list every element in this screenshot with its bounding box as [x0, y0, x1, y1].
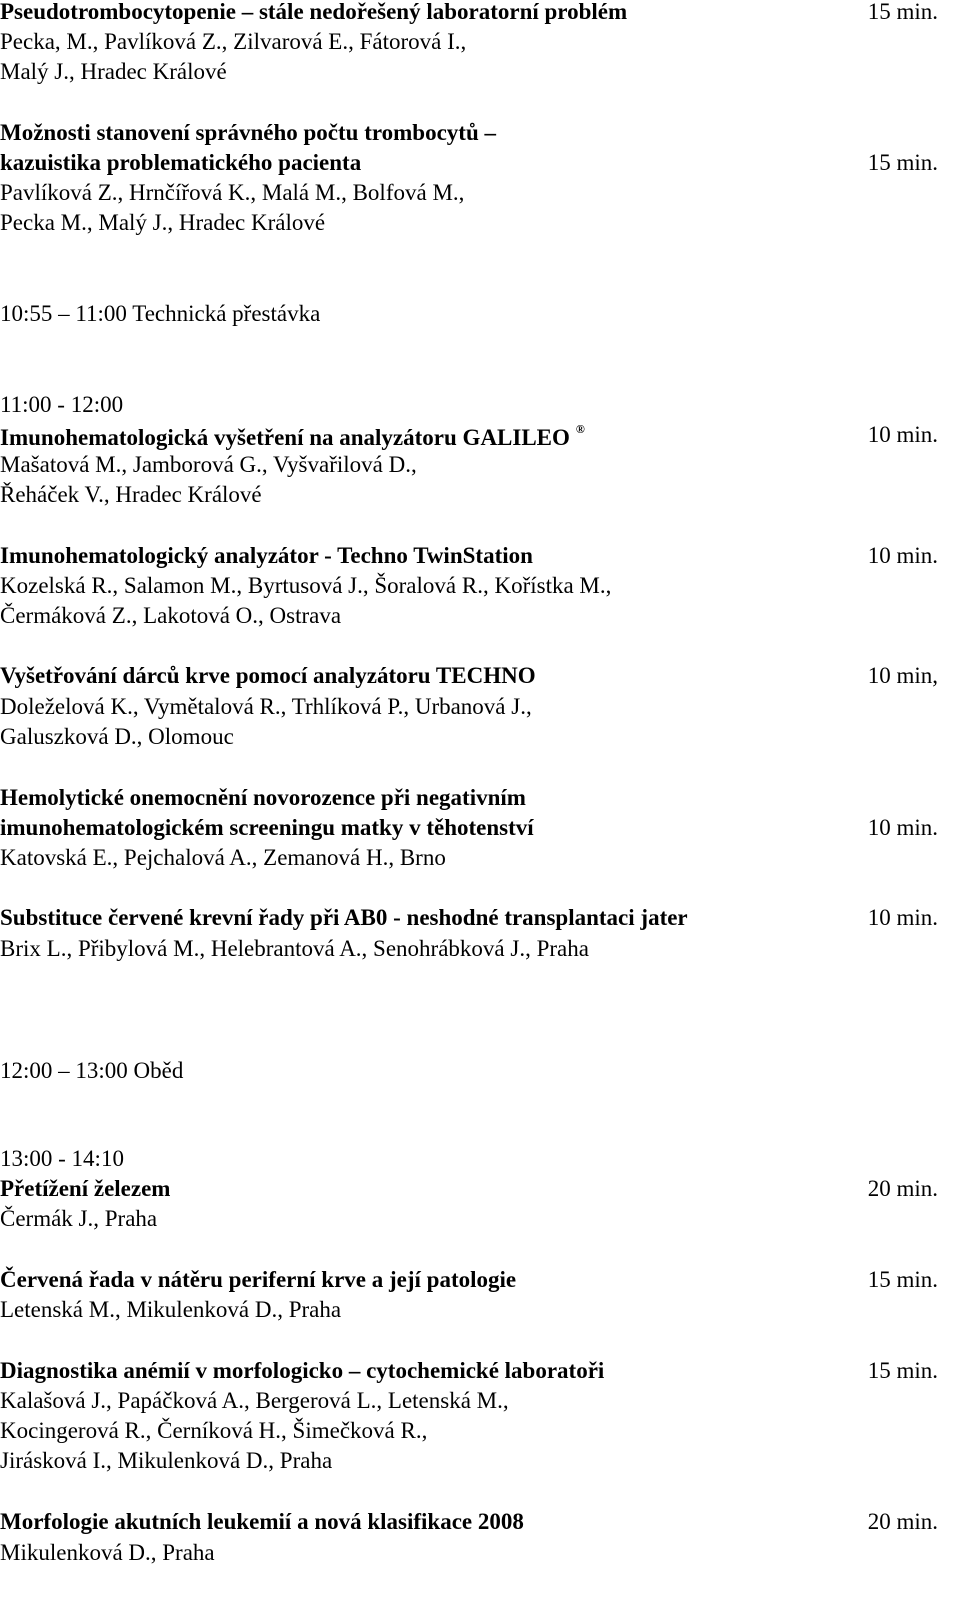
talk-authors: Mikulenková D., Praha: [0, 1540, 215, 1565]
talk-authors: Kozelská R., Salamon M., Byrtusová J., Šoralová R., Kořístka M.,: [0, 573, 612, 598]
talk-title: kazuistika problematického pacienta: [0, 150, 362, 175]
talk-authors: Kalašová J., Papáčková A., Bergerová L., Letenská M.,: [0, 1388, 509, 1413]
talk-authors: Mašatová M., Jamborová G., Vyšvařilová D.,: [0, 452, 417, 477]
talk-authors: Čermáková Z., Lakotová O., Ostrava: [0, 603, 342, 628]
talk-title-text: Imunohematologická vyšetření na analyzátoru GALILEO: [0, 425, 570, 450]
talk-authors: Malý J., Hradec Králové: [0, 59, 227, 84]
talk-authors: Jirásková I., Mikulenková D., Praha: [0, 1448, 333, 1473]
talk-authors: Letenská M., Mikulenková D., Praha: [0, 1297, 342, 1322]
talk-title: Vyšetřování dárců krve pomocí analyzátoru TECHNO: [0, 663, 536, 688]
talk-duration: 15 min.: [867, 1267, 938, 1292]
talk-title: Možnosti stanovení správného počtu trombocytů –: [0, 120, 497, 145]
talk-title: Přetížení železem: [0, 1176, 171, 1201]
talk-authors: Pecka M., Malý J., Hradec Králové: [0, 210, 326, 235]
session-time: 13:00 - 14:10: [0, 1146, 124, 1171]
talk-title: Morfologie akutních leukemií a nová klasifikace 2008: [0, 1509, 524, 1534]
talk-title: Červená řada v nátěru periferní krve a její patologie: [0, 1267, 517, 1292]
talk-authors: Galuszková D., Olomouc: [0, 724, 234, 749]
schedule-break: 10:55 – 11:00 Technická přestávka: [0, 301, 321, 326]
talk-duration: 15 min.: [867, 0, 938, 24]
talk-duration: 15 min.: [867, 150, 938, 175]
talk-duration: 10 min.: [867, 815, 938, 840]
talk-duration: 10 min.: [867, 905, 938, 930]
talk-title: Imunohematologický analyzátor - Techno TwinStation: [0, 543, 533, 568]
schedule-break: 12:00 – 13:00 Oběd: [0, 1058, 184, 1083]
talk-duration: 20 min.: [867, 1176, 938, 1201]
talk-authors: Kocingerová R., Černíková H., Šimečková R.,: [0, 1418, 428, 1443]
talk-title: Substituce červené krevní řady při AB0 - neshodné transplantaci jater: [0, 905, 688, 930]
talk-title: [0, 423, 585, 449]
talk-duration: 10 min.: [867, 422, 938, 447]
talk-duration: 10 min,: [867, 663, 938, 688]
talk-authors: Řeháček V., Hradec Králové: [0, 482, 262, 507]
talk-title: Hemolytické onemocnění novorozence při negativním: [0, 785, 526, 810]
talk-authors: Katovská E., Pejchalová A., Zemanová H., Brno: [0, 845, 446, 870]
talk-title: imunohematologickém screeningu matky v těhotenství: [0, 815, 534, 840]
talk-title: Pseudotrombocytopenie – stále nedořešený laboratorní problém: [0, 0, 628, 24]
talk-authors: Čermák J., Praha: [0, 1206, 158, 1231]
talk-authors: Pavlíková Z., Hrnčířová K., Malá M., Bolfová M.,: [0, 180, 465, 205]
session-time: 11:00 - 12:00: [0, 392, 124, 417]
talk-duration: 10 min.: [867, 543, 938, 568]
talk-authors: Pecka, M., Pavlíková Z., Zilvarová E., Fátorová I.,: [0, 29, 467, 54]
talk-duration: 20 min.: [867, 1509, 938, 1534]
talk-duration: 15 min.: [867, 1358, 938, 1383]
talk-authors: Doleželová K., Vymětalová R., Trhlíková P., Urbanová J.,: [0, 694, 532, 719]
talk-authors: Brix L., Přibylová M., Helebrantová A., Senohrábková J., Praha: [0, 936, 589, 961]
talk-title: Diagnostika anémií v morfologicko – cytochemické laboratoři: [0, 1358, 605, 1383]
registered-mark: ®: [575, 422, 585, 436]
